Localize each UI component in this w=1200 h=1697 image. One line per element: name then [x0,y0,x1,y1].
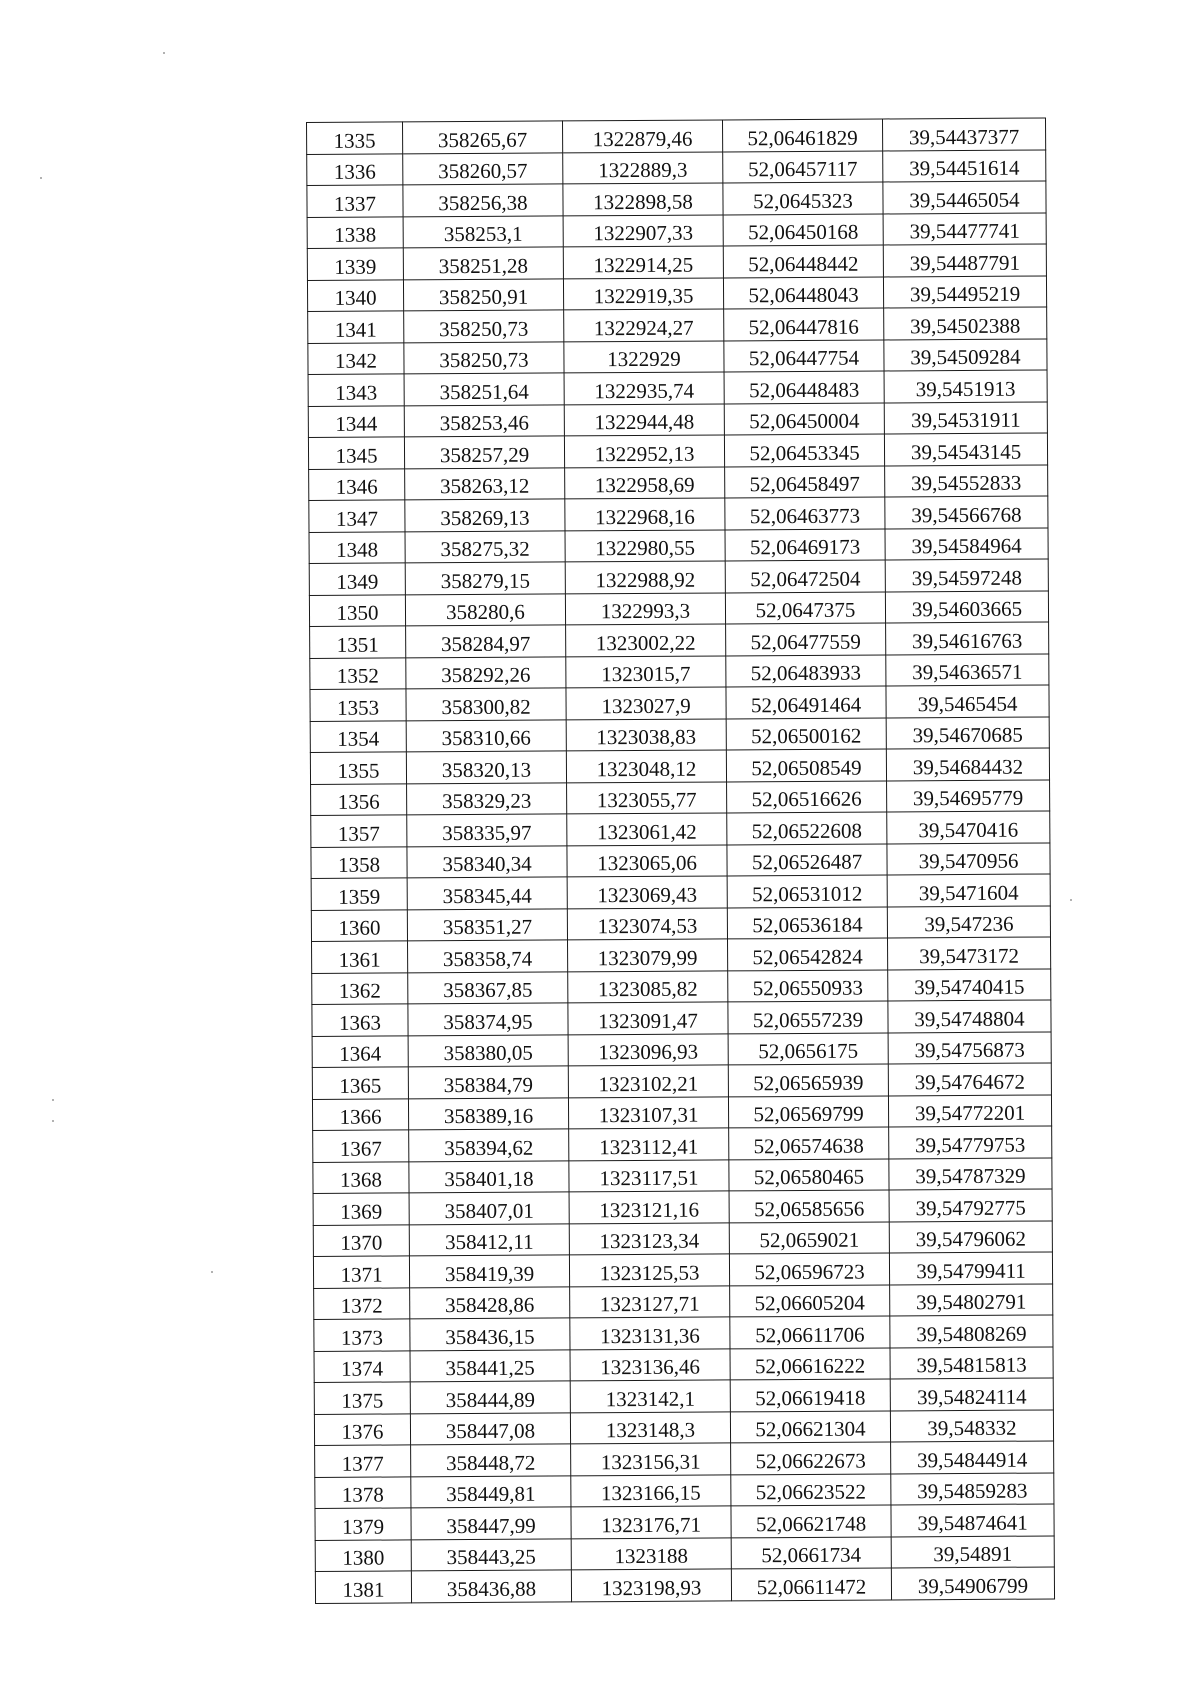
x-coordinate-cell: 358260,57 [403,152,563,184]
latitude-cell: 52,06522608 [727,812,887,844]
coordinates-table [306,117,1055,1603]
table-row [309,559,1048,595]
latitude-cell: 52,06457117 [723,150,883,182]
latitude-cell: 52,06463773 [725,497,885,529]
point-number-cell: 1353 [310,689,406,721]
point-number-cell: 1378 [315,1476,411,1508]
latitude-cell: 52,06619418 [730,1379,890,1411]
table-row [311,874,1050,910]
y-coordinate-cell: 1322935,74 [564,372,724,404]
point-number-cell: 1346 [309,468,405,500]
longitude-cell: 39,54792775 [889,1189,1052,1221]
x-coordinate-cell: 358257,29 [404,436,564,468]
point-number-cell: 1368 [313,1161,409,1193]
y-coordinate-cell: 1323188 [571,1537,731,1569]
latitude-cell: 52,06574638 [729,1127,889,1159]
table-row [312,968,1051,1004]
longitude-cell: 39,54859283 [891,1472,1054,1504]
x-coordinate-cell: 358329,23 [407,782,567,814]
latitude-cell: 52,06516626 [727,780,887,812]
longitude-cell: 39,54844914 [891,1441,1054,1473]
y-coordinate-cell: 1323096,93 [568,1033,728,1065]
x-coordinate-cell: 358253,46 [404,404,564,436]
x-coordinate-cell: 358407,01 [409,1192,569,1224]
latitude-cell: 52,06453345 [724,434,884,466]
latitude-cell: 52,0645323 [723,182,883,214]
latitude-cell: 52,06565939 [728,1064,888,1096]
x-coordinate-cell: 358284,97 [406,625,566,657]
x-coordinate-cell: 358444,89 [410,1381,570,1413]
longitude-cell: 39,5470956 [887,842,1050,874]
point-number-cell: 1362 [312,972,408,1004]
y-coordinate-cell: 1322919,35 [563,277,723,309]
table-row [314,1409,1053,1445]
y-coordinate-cell: 1322968,16 [565,498,725,530]
x-coordinate-cell: 358300,82 [406,688,566,720]
table-row [309,464,1048,500]
latitude-cell: 52,0661734 [731,1536,891,1568]
x-coordinate-cell: 358389,16 [408,1097,568,1129]
longitude-cell: 39,54584964 [885,527,1048,559]
y-coordinate-cell: 1323069,43 [567,876,727,908]
point-number-cell: 1363 [312,1004,408,1036]
longitude-cell: 39,54779753 [889,1126,1052,1158]
y-coordinate-cell: 1323166,15 [571,1474,731,1506]
longitude-cell: 39,54748804 [888,1000,1051,1032]
table-row [311,811,1050,847]
longitude-cell: 39,54451614 [883,149,1046,181]
table-row [311,842,1050,878]
point-number-cell: 1374 [314,1350,410,1382]
y-coordinate-cell: 1323102,21 [568,1065,728,1097]
longitude-cell: 39,54874641 [891,1504,1054,1536]
scan-speck [1070,899,1072,901]
table-row [310,622,1049,658]
y-coordinate-cell: 1322889,3 [563,151,723,183]
longitude-cell: 39,54695779 [887,779,1050,811]
point-number-cell: 1377 [315,1445,411,1477]
point-number-cell: 1360 [311,909,407,941]
y-coordinate-cell: 1323027,9 [566,687,726,719]
point-number-cell: 1364 [312,1035,408,1067]
latitude-cell: 52,06550933 [728,969,888,1001]
x-coordinate-cell: 358251,64 [404,373,564,405]
point-number-cell: 1369 [313,1193,409,1225]
x-coordinate-cell: 358351,27 [407,908,567,940]
y-coordinate-cell: 1322952,13 [564,435,724,467]
coordinates-table-body [307,118,1055,1603]
longitude-cell: 39,54636571 [886,653,1049,685]
latitude-cell: 52,06491464 [726,686,886,718]
longitude-cell: 39,54566768 [885,496,1048,528]
table-row [315,1472,1054,1508]
longitude-cell: 39,54509284 [884,338,1047,370]
latitude-cell: 52,06569799 [728,1095,888,1127]
table-row [315,1441,1054,1477]
latitude-cell: 52,06448442 [723,245,883,277]
y-coordinate-cell: 1323074,53 [567,907,727,939]
y-coordinate-cell: 1322907,33 [563,214,723,246]
longitude-cell: 39,547236 [887,905,1050,937]
y-coordinate-cell: 1322944,48 [564,403,724,435]
scan-speck [52,1099,54,1101]
point-number-cell: 1344 [308,405,404,437]
latitude-cell: 52,06450168 [723,213,883,245]
latitude-cell: 52,06447816 [724,308,884,340]
x-coordinate-cell: 358280,6 [405,593,565,625]
table-row [311,779,1050,815]
x-coordinate-cell: 358250,91 [403,278,563,310]
table-row [308,401,1047,437]
point-number-cell: 1336 [307,153,403,185]
latitude-cell: 52,06611706 [730,1316,890,1348]
x-coordinate-cell: 358263,12 [405,467,565,499]
longitude-cell: 39,54764672 [888,1063,1051,1095]
scan-speck [40,177,42,179]
x-coordinate-cell: 358251,28 [403,247,563,279]
longitude-cell: 39,548332 [890,1409,1053,1441]
point-number-cell: 1349 [309,563,405,595]
x-coordinate-cell: 358441,25 [410,1349,570,1381]
latitude-cell: 52,06623522 [731,1473,891,1505]
point-number-cell: 1359 [311,878,407,910]
x-coordinate-cell: 358449,81 [411,1475,571,1507]
point-number-cell: 1379 [315,1508,411,1540]
y-coordinate-cell: 1322924,27 [564,309,724,341]
latitude-cell: 52,06542824 [727,938,887,970]
longitude-cell: 39,54437377 [882,118,1045,150]
table-row [307,181,1046,217]
y-coordinate-cell: 1323127,71 [570,1285,730,1317]
table-row [313,1189,1052,1225]
x-coordinate-cell: 358275,32 [405,530,565,562]
longitude-cell: 39,54906799 [891,1567,1054,1599]
point-number-cell: 1343 [308,374,404,406]
longitude-cell: 39,54670685 [886,716,1049,748]
latitude-cell: 52,06508549 [726,749,886,781]
table-row [310,716,1049,752]
longitude-cell: 39,54477741 [883,212,1046,244]
point-number-cell: 1347 [309,500,405,532]
x-coordinate-cell: 358256,38 [403,184,563,216]
table-row [313,1220,1052,1256]
longitude-cell: 39,54815813 [890,1346,1053,1378]
latitude-cell: 52,06448483 [724,371,884,403]
y-coordinate-cell: 1322958,69 [565,466,725,498]
latitude-cell: 52,06526487 [727,843,887,875]
longitude-cell: 39,54799411 [889,1252,1052,1284]
latitude-cell: 52,06557239 [728,1001,888,1033]
y-coordinate-cell: 1322988,92 [565,561,725,593]
table-row [312,1000,1051,1036]
x-coordinate-cell: 358447,08 [410,1412,570,1444]
table-row [310,748,1049,784]
table-row [307,118,1046,154]
table-row [312,1031,1051,1067]
point-number-cell: 1365 [312,1067,408,1099]
longitude-cell: 39,5473172 [887,937,1050,969]
point-number-cell: 1335 [307,122,403,154]
x-coordinate-cell: 358412,11 [409,1223,569,1255]
table-row [307,275,1046,311]
table-row [307,212,1046,248]
x-coordinate-cell: 358250,73 [404,310,564,342]
longitude-cell: 39,54543145 [884,433,1047,465]
longitude-cell: 39,54502388 [884,307,1047,339]
y-coordinate-cell: 1322929 [564,340,724,372]
x-coordinate-cell: 358448,72 [411,1444,571,1476]
x-coordinate-cell: 358265,67 [403,121,563,153]
point-number-cell: 1339 [307,248,403,280]
table-row [313,1252,1052,1288]
longitude-cell: 39,54552833 [885,464,1048,496]
longitude-cell: 39,54597248 [885,559,1048,591]
longitude-cell: 39,54531911 [884,401,1047,433]
table-row [310,685,1049,721]
longitude-cell: 39,5451913 [884,370,1047,402]
x-coordinate-cell: 358358,74 [408,940,568,972]
latitude-cell: 52,06461829 [722,119,882,151]
table-row [314,1283,1053,1319]
point-number-cell: 1358 [311,846,407,878]
latitude-cell: 52,0659021 [729,1221,889,1253]
x-coordinate-cell: 358428,86 [410,1286,570,1318]
y-coordinate-cell: 1323065,06 [567,844,727,876]
longitude-cell: 39,54740415 [888,968,1051,1000]
latitude-cell: 52,06585656 [729,1190,889,1222]
y-coordinate-cell: 1323055,77 [567,781,727,813]
y-coordinate-cell: 1322879,46 [562,120,722,152]
table-row [313,1157,1052,1193]
latitude-cell: 52,06621748 [731,1505,891,1537]
table-row [308,338,1047,374]
table-row [312,1063,1051,1099]
latitude-cell: 52,06458497 [725,465,885,497]
table-row [313,1126,1052,1162]
y-coordinate-cell: 1323079,99 [568,939,728,971]
x-coordinate-cell: 358269,13 [405,499,565,531]
table-row [314,1346,1053,1382]
point-number-cell: 1361 [312,941,408,973]
x-coordinate-cell: 358250,73 [404,341,564,373]
point-number-cell: 1351 [310,626,406,658]
x-coordinate-cell: 358384,79 [408,1066,568,1098]
longitude-cell: 39,54772201 [888,1094,1051,1126]
x-coordinate-cell: 358292,26 [406,656,566,688]
point-number-cell: 1350 [309,594,405,626]
y-coordinate-cell: 1323148,3 [570,1411,730,1443]
latitude-cell: 52,06477559 [726,623,886,655]
latitude-cell: 52,06450004 [724,402,884,434]
latitude-cell: 52,0656175 [728,1032,888,1064]
latitude-cell: 52,06596723 [729,1253,889,1285]
point-number-cell: 1340 [307,279,403,311]
y-coordinate-cell: 1323123,34 [569,1222,729,1254]
x-coordinate-cell: 358436,15 [410,1318,570,1350]
latitude-cell: 52,0647375 [725,591,885,623]
longitude-cell: 39,54465054 [883,181,1046,213]
longitude-cell: 39,54684432 [886,748,1049,780]
scan-speck [163,52,165,54]
table-row [312,937,1051,973]
point-number-cell: 1355 [310,752,406,784]
table-row [310,653,1049,689]
x-coordinate-cell: 358320,13 [406,751,566,783]
longitude-cell: 39,54495219 [883,275,1046,307]
longitude-cell: 39,54616763 [886,622,1049,654]
point-number-cell: 1381 [315,1571,411,1603]
y-coordinate-cell: 1323136,46 [570,1348,730,1380]
y-coordinate-cell: 1322980,55 [565,529,725,561]
latitude-cell: 52,06531012 [727,875,887,907]
x-coordinate-cell: 358380,05 [408,1034,568,1066]
point-number-cell: 1337 [307,185,403,217]
table-row [314,1378,1053,1414]
latitude-cell: 52,06611472 [731,1568,891,1600]
table-row [315,1567,1054,1603]
longitude-cell: 39,54487791 [883,244,1046,276]
longitude-cell: 39,5471604 [887,874,1050,906]
x-coordinate-cell: 358447,99 [411,1507,571,1539]
table-row [309,590,1048,626]
scan-speck [52,1120,54,1122]
latitude-cell: 52,06536184 [727,906,887,938]
y-coordinate-cell: 1323117,51 [569,1159,729,1191]
y-coordinate-cell: 1322993,3 [565,592,725,624]
point-number-cell: 1373 [314,1319,410,1351]
y-coordinate-cell: 1323156,31 [571,1443,731,1475]
table-row [315,1504,1054,1540]
latitude-cell: 52,06622673 [731,1442,891,1474]
longitude-cell: 39,54824114 [890,1378,1053,1410]
x-coordinate-cell: 358394,62 [409,1129,569,1161]
table-row [308,370,1047,406]
y-coordinate-cell: 1323015,7 [566,655,726,687]
y-coordinate-cell: 1322898,58 [563,183,723,215]
longitude-cell: 39,54787329 [889,1157,1052,1189]
point-number-cell: 1367 [313,1130,409,1162]
latitude-cell: 52,06605204 [730,1284,890,1316]
point-number-cell: 1341 [308,311,404,343]
y-coordinate-cell: 1323131,36 [570,1317,730,1349]
point-number-cell: 1338 [307,216,403,248]
longitude-cell: 39,54796062 [889,1220,1052,1252]
latitude-cell: 52,06447754 [724,339,884,371]
latitude-cell: 52,06469173 [725,528,885,560]
x-coordinate-cell: 358401,18 [409,1160,569,1192]
table-row [314,1315,1053,1351]
x-coordinate-cell: 358443,25 [411,1538,571,1570]
longitude-cell: 39,54603665 [885,590,1048,622]
x-coordinate-cell: 358367,85 [408,971,568,1003]
x-coordinate-cell: 358335,97 [407,814,567,846]
latitude-cell: 52,06472504 [725,560,885,592]
latitude-cell: 52,06580465 [729,1158,889,1190]
longitude-cell: 39,5470416 [887,811,1050,843]
longitude-cell: 39,54756873 [888,1031,1051,1063]
longitude-cell: 39,54808269 [890,1315,1053,1347]
y-coordinate-cell: 1323112,41 [569,1128,729,1160]
y-coordinate-cell: 1323091,47 [568,1002,728,1034]
point-number-cell: 1352 [310,657,406,689]
table-row [309,527,1048,563]
x-coordinate-cell: 358310,66 [406,719,566,751]
x-coordinate-cell: 358374,95 [408,1003,568,1035]
x-coordinate-cell: 358436,88 [411,1570,571,1602]
y-coordinate-cell: 1323061,42 [567,813,727,845]
y-coordinate-cell: 1322914,25 [563,246,723,278]
latitude-cell: 52,06483933 [726,654,886,686]
table-row [315,1535,1054,1571]
point-number-cell: 1356 [311,783,407,815]
table-row [308,307,1047,343]
scan-speck [211,1271,213,1273]
latitude-cell: 52,06616222 [730,1347,890,1379]
latitude-cell: 52,06500162 [726,717,886,749]
point-number-cell: 1354 [310,720,406,752]
y-coordinate-cell: 1323121,16 [569,1191,729,1223]
point-number-cell: 1366 [312,1098,408,1130]
y-coordinate-cell: 1323176,71 [571,1506,731,1538]
y-coordinate-cell: 1323198,93 [571,1569,731,1601]
x-coordinate-cell: 358253,1 [403,215,563,247]
table-row [307,149,1046,185]
point-number-cell: 1345 [308,437,404,469]
point-number-cell: 1357 [311,815,407,847]
table-row [312,1094,1051,1130]
y-coordinate-cell: 1323142,1 [570,1380,730,1412]
x-coordinate-cell: 358419,39 [409,1255,569,1287]
point-number-cell: 1375 [314,1382,410,1414]
table-row [308,433,1047,469]
point-number-cell: 1370 [313,1224,409,1256]
y-coordinate-cell: 1323038,83 [566,718,726,750]
latitude-cell: 52,06621304 [730,1410,890,1442]
point-number-cell: 1371 [313,1256,409,1288]
y-coordinate-cell: 1323085,82 [568,970,728,1002]
x-coordinate-cell: 358340,34 [407,845,567,877]
longitude-cell: 39,54891 [891,1535,1054,1567]
table-row [309,496,1048,532]
y-coordinate-cell: 1323107,31 [568,1096,728,1128]
latitude-cell: 52,06448043 [723,276,883,308]
point-number-cell: 1342 [308,342,404,374]
point-number-cell: 1372 [314,1287,410,1319]
point-number-cell: 1380 [315,1539,411,1571]
table-row [311,905,1050,941]
point-number-cell: 1348 [309,531,405,563]
longitude-cell: 39,5465454 [886,685,1049,717]
table-row [307,244,1046,280]
y-coordinate-cell: 1323002,22 [566,624,726,656]
y-coordinate-cell: 1323125,53 [569,1254,729,1286]
longitude-cell: 39,54802791 [890,1283,1053,1315]
y-coordinate-cell: 1323048,12 [566,750,726,782]
point-number-cell: 1376 [314,1413,410,1445]
x-coordinate-cell: 358279,15 [405,562,565,594]
x-coordinate-cell: 358345,44 [407,877,567,909]
